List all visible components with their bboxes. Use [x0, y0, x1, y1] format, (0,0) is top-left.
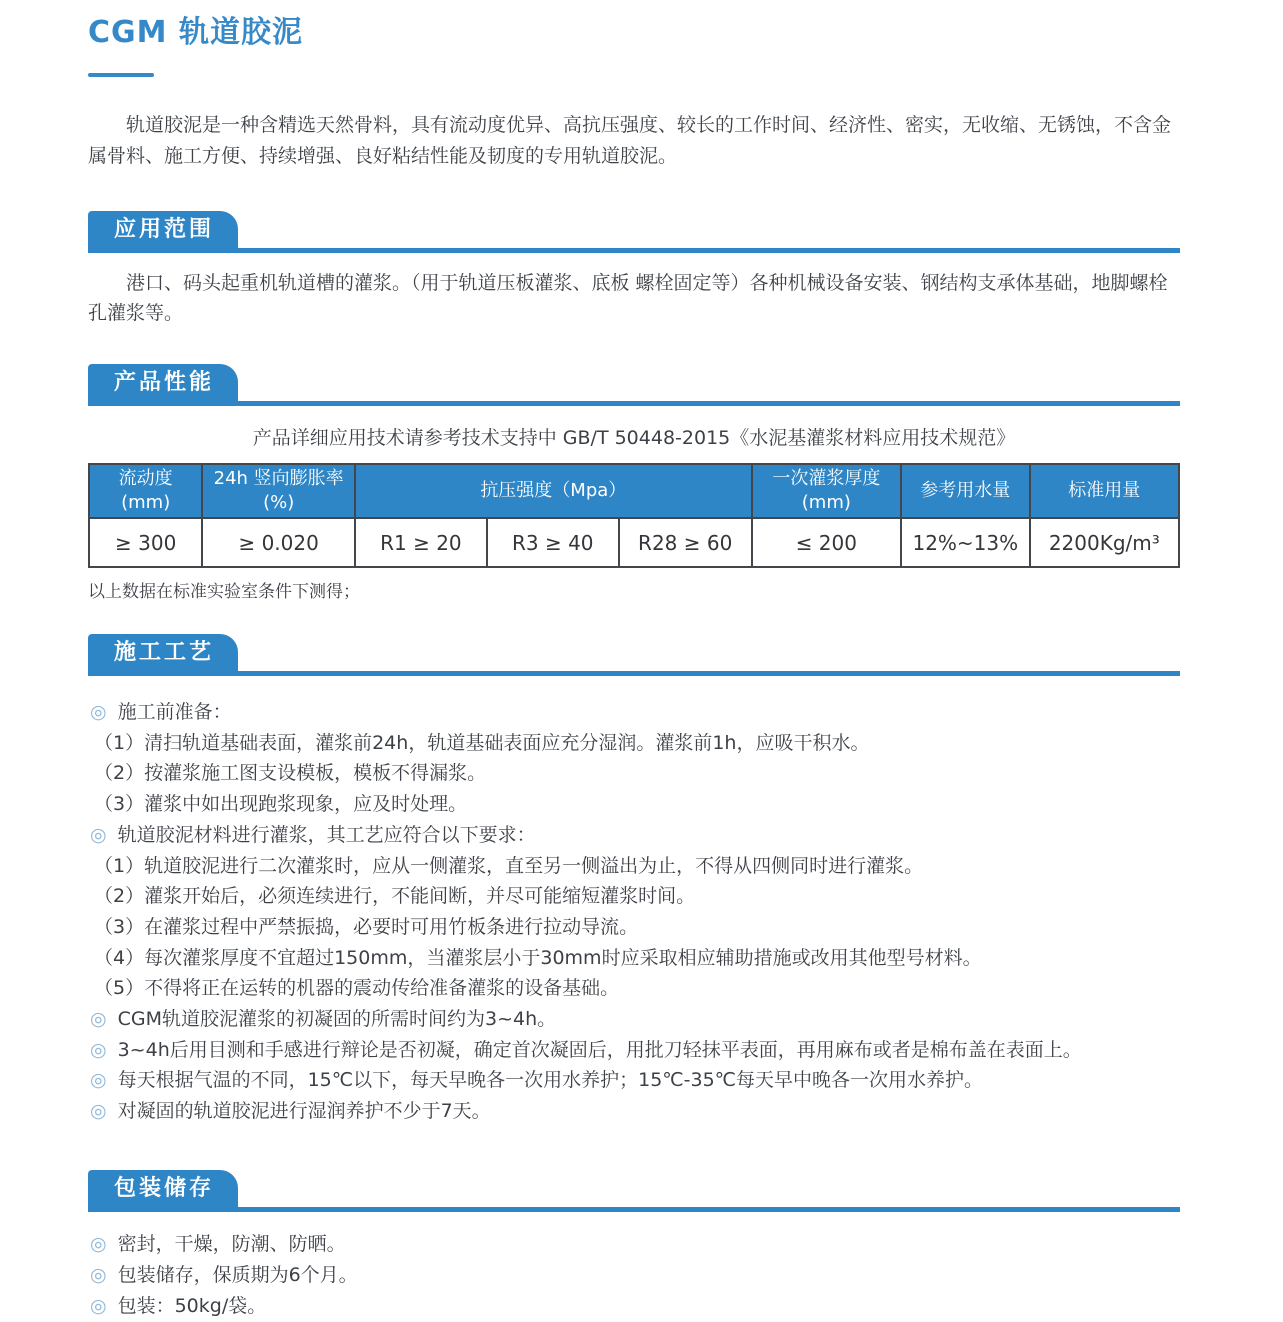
section-tab-performance: 产品性能 [88, 364, 238, 401]
bullseye-bullet-icon: ◎ [90, 1069, 107, 1092]
list-item [88, 851, 1180, 882]
section-header-process [88, 634, 1180, 676]
table-data-row [89, 518, 1179, 567]
item-number: （1） [94, 854, 145, 877]
list-item [88, 758, 1180, 789]
item-number: （3） [94, 915, 145, 938]
col-header-flow: 流动度 (mm) [89, 464, 202, 518]
list-item [88, 1291, 1180, 1322]
list-item [88, 1260, 1180, 1291]
item-number: （2） [94, 762, 145, 785]
application-body-text: 港口、码头起重机轨道槽的灌浆。（用于轨道压板灌浆、底板 螺栓固定等）各种机械设备安装、钢结构支承体基础，地脚螺栓孔灌浆等。 [88, 272, 1168, 324]
col-header-compressive-strength: 抗压强度（Mpa） [355, 464, 752, 518]
standard-reference-note: 产品详细应用技术请参考技术支持中 GB/T 50448-2015《水泥基灌浆材料应用技术规范》 [252, 427, 1016, 449]
performance-spec-table [88, 463, 1180, 568]
list-item-text: 在灌浆过程中严禁振捣，必要时可用竹板条进行拉动导流。 [144, 915, 639, 938]
intro-paragraph: 轨道胶泥是一种含精选天然骨料，具有流动度优异、高抗压强度、较长的工作时间、经济性、密实，无收缩、无锈蚀，不含金属骨料、施工方便、持续增强、良好粘结性能及韧度的专用轨道胶泥。 [88, 114, 1172, 167]
section-tab-packaging: 包装储存 [88, 1170, 238, 1207]
list-item-text: 包装：50kg/袋。 [117, 1294, 267, 1317]
item-number: （5） [94, 977, 145, 1000]
list-item-text: 轨道胶泥材料进行灌浆，其工艺应符合以下要求： [117, 823, 536, 846]
list-item-text: 按灌浆施工图支设模板，模板不得漏浆。 [144, 762, 487, 785]
list-item [88, 1229, 1180, 1260]
bullseye-bullet-icon: ◎ [90, 1232, 107, 1255]
bullseye-bullet-icon: ◎ [90, 823, 107, 846]
col-header-expansion: 24h 竖向膨胀率 (%) [202, 464, 355, 518]
cell-strength-r28: R28 ≥ 60 [619, 518, 752, 567]
list-item [88, 1035, 1180, 1066]
item-number: （4） [94, 946, 145, 969]
cell-flow: ≥ 300 [89, 518, 202, 567]
item-number: （3） [94, 793, 145, 816]
list-item [88, 912, 1180, 943]
bullseye-bullet-icon: ◎ [90, 1008, 107, 1031]
col-header-thickness: 一次灌浆厚度 (mm) [752, 464, 901, 518]
list-item-text: 每天根据气温的不同，15℃以下，每天早晚各一次用水养护；15℃-35℃每天早中晚各一次用水养护。 [117, 1069, 983, 1092]
item-number: （2） [94, 885, 145, 908]
list-item [88, 697, 1180, 728]
list-item-text: 灌浆中如出现跑浆现象，应及时处理。 [144, 793, 468, 816]
list-item [88, 973, 1180, 1004]
bullseye-bullet-icon: ◎ [90, 1263, 107, 1286]
list-item-text: 不得将正在运转的机器的震动传给准备灌浆的设备基础。 [144, 977, 620, 1000]
cell-strength-r3: R3 ≥ 40 [487, 518, 619, 567]
cell-dosage: 2200Kg/m³ [1030, 518, 1179, 567]
list-item-text: 包装储存，保质期为6个月。 [117, 1263, 358, 1286]
page-title: CGM 轨道胶泥 [88, 15, 303, 50]
list-item [88, 1096, 1180, 1127]
process-list [88, 697, 1180, 1127]
lab-condition-note: 以上数据在标准实验室条件下测得； [88, 582, 360, 602]
list-item-text: CGM轨道胶泥灌浆的初凝固的所需时间约为3~4h。 [117, 1008, 557, 1031]
bullseye-bullet-icon: ◎ [90, 1038, 107, 1061]
list-item [88, 943, 1180, 974]
col-header-dosage: 标准用量 [1030, 464, 1179, 518]
list-item-text: 3~4h后用目测和手感进行辩论是否初凝，确定首次凝固后，用批刀轻抹平表面，再用麻布或者是棉布盖在表面上。 [117, 1038, 1082, 1061]
packaging-list [88, 1229, 1180, 1322]
table-header-row [89, 464, 1179, 518]
cell-thickness: ≤ 200 [752, 518, 901, 567]
bullseye-bullet-icon: ◎ [90, 701, 107, 723]
cell-strength-r1: R1 ≥ 20 [355, 518, 487, 567]
list-item-text: 灌浆开始后，必须连续进行，不能间断，并尽可能缩短灌浆时间。 [144, 885, 696, 908]
title-underline [88, 73, 154, 77]
item-number: （1） [94, 731, 145, 754]
list-item [88, 820, 1180, 851]
cell-expansion: ≥ 0.020 [202, 518, 355, 567]
section-header-application [88, 211, 1180, 253]
list-item-text: 清扫轨道基础表面，灌浆前24h，轨道基础表面应充分湿润。灌浆前1h，应吸干积水。 [144, 731, 870, 754]
list-item [88, 881, 1180, 912]
list-item-text: 每次灌浆厚度不宜超过150mm，当灌浆层小于30mm时应采取相应辅助措施或改用其他型号材料。 [144, 946, 982, 969]
bullseye-bullet-icon: ◎ [90, 1100, 107, 1123]
list-item-text: 密封，干燥，防潮、防晒。 [117, 1232, 346, 1255]
list-item-text: 对凝固的轨道胶泥进行湿润养护不少于7天。 [117, 1100, 491, 1123]
list-item [88, 789, 1180, 820]
list-item [88, 1004, 1180, 1035]
section-header-performance [88, 364, 1180, 406]
bullseye-bullet-icon: ◎ [90, 1294, 107, 1317]
list-item [88, 1065, 1180, 1096]
section-header-packaging [88, 1170, 1180, 1212]
list-item-text: 轨道胶泥进行二次灌浆时，应从一侧灌浆，直至另一侧溢出为止，不得从四侧同时进行灌浆。 [144, 854, 924, 877]
list-item-text: 施工前准备： [117, 701, 232, 723]
section-tab-process: 施工工艺 [88, 634, 238, 671]
section-tab-application: 应用范围 [88, 211, 238, 248]
col-header-water: 参考用水量 [901, 464, 1030, 518]
cell-water: 12%~13% [901, 518, 1030, 567]
list-item [88, 728, 1180, 759]
